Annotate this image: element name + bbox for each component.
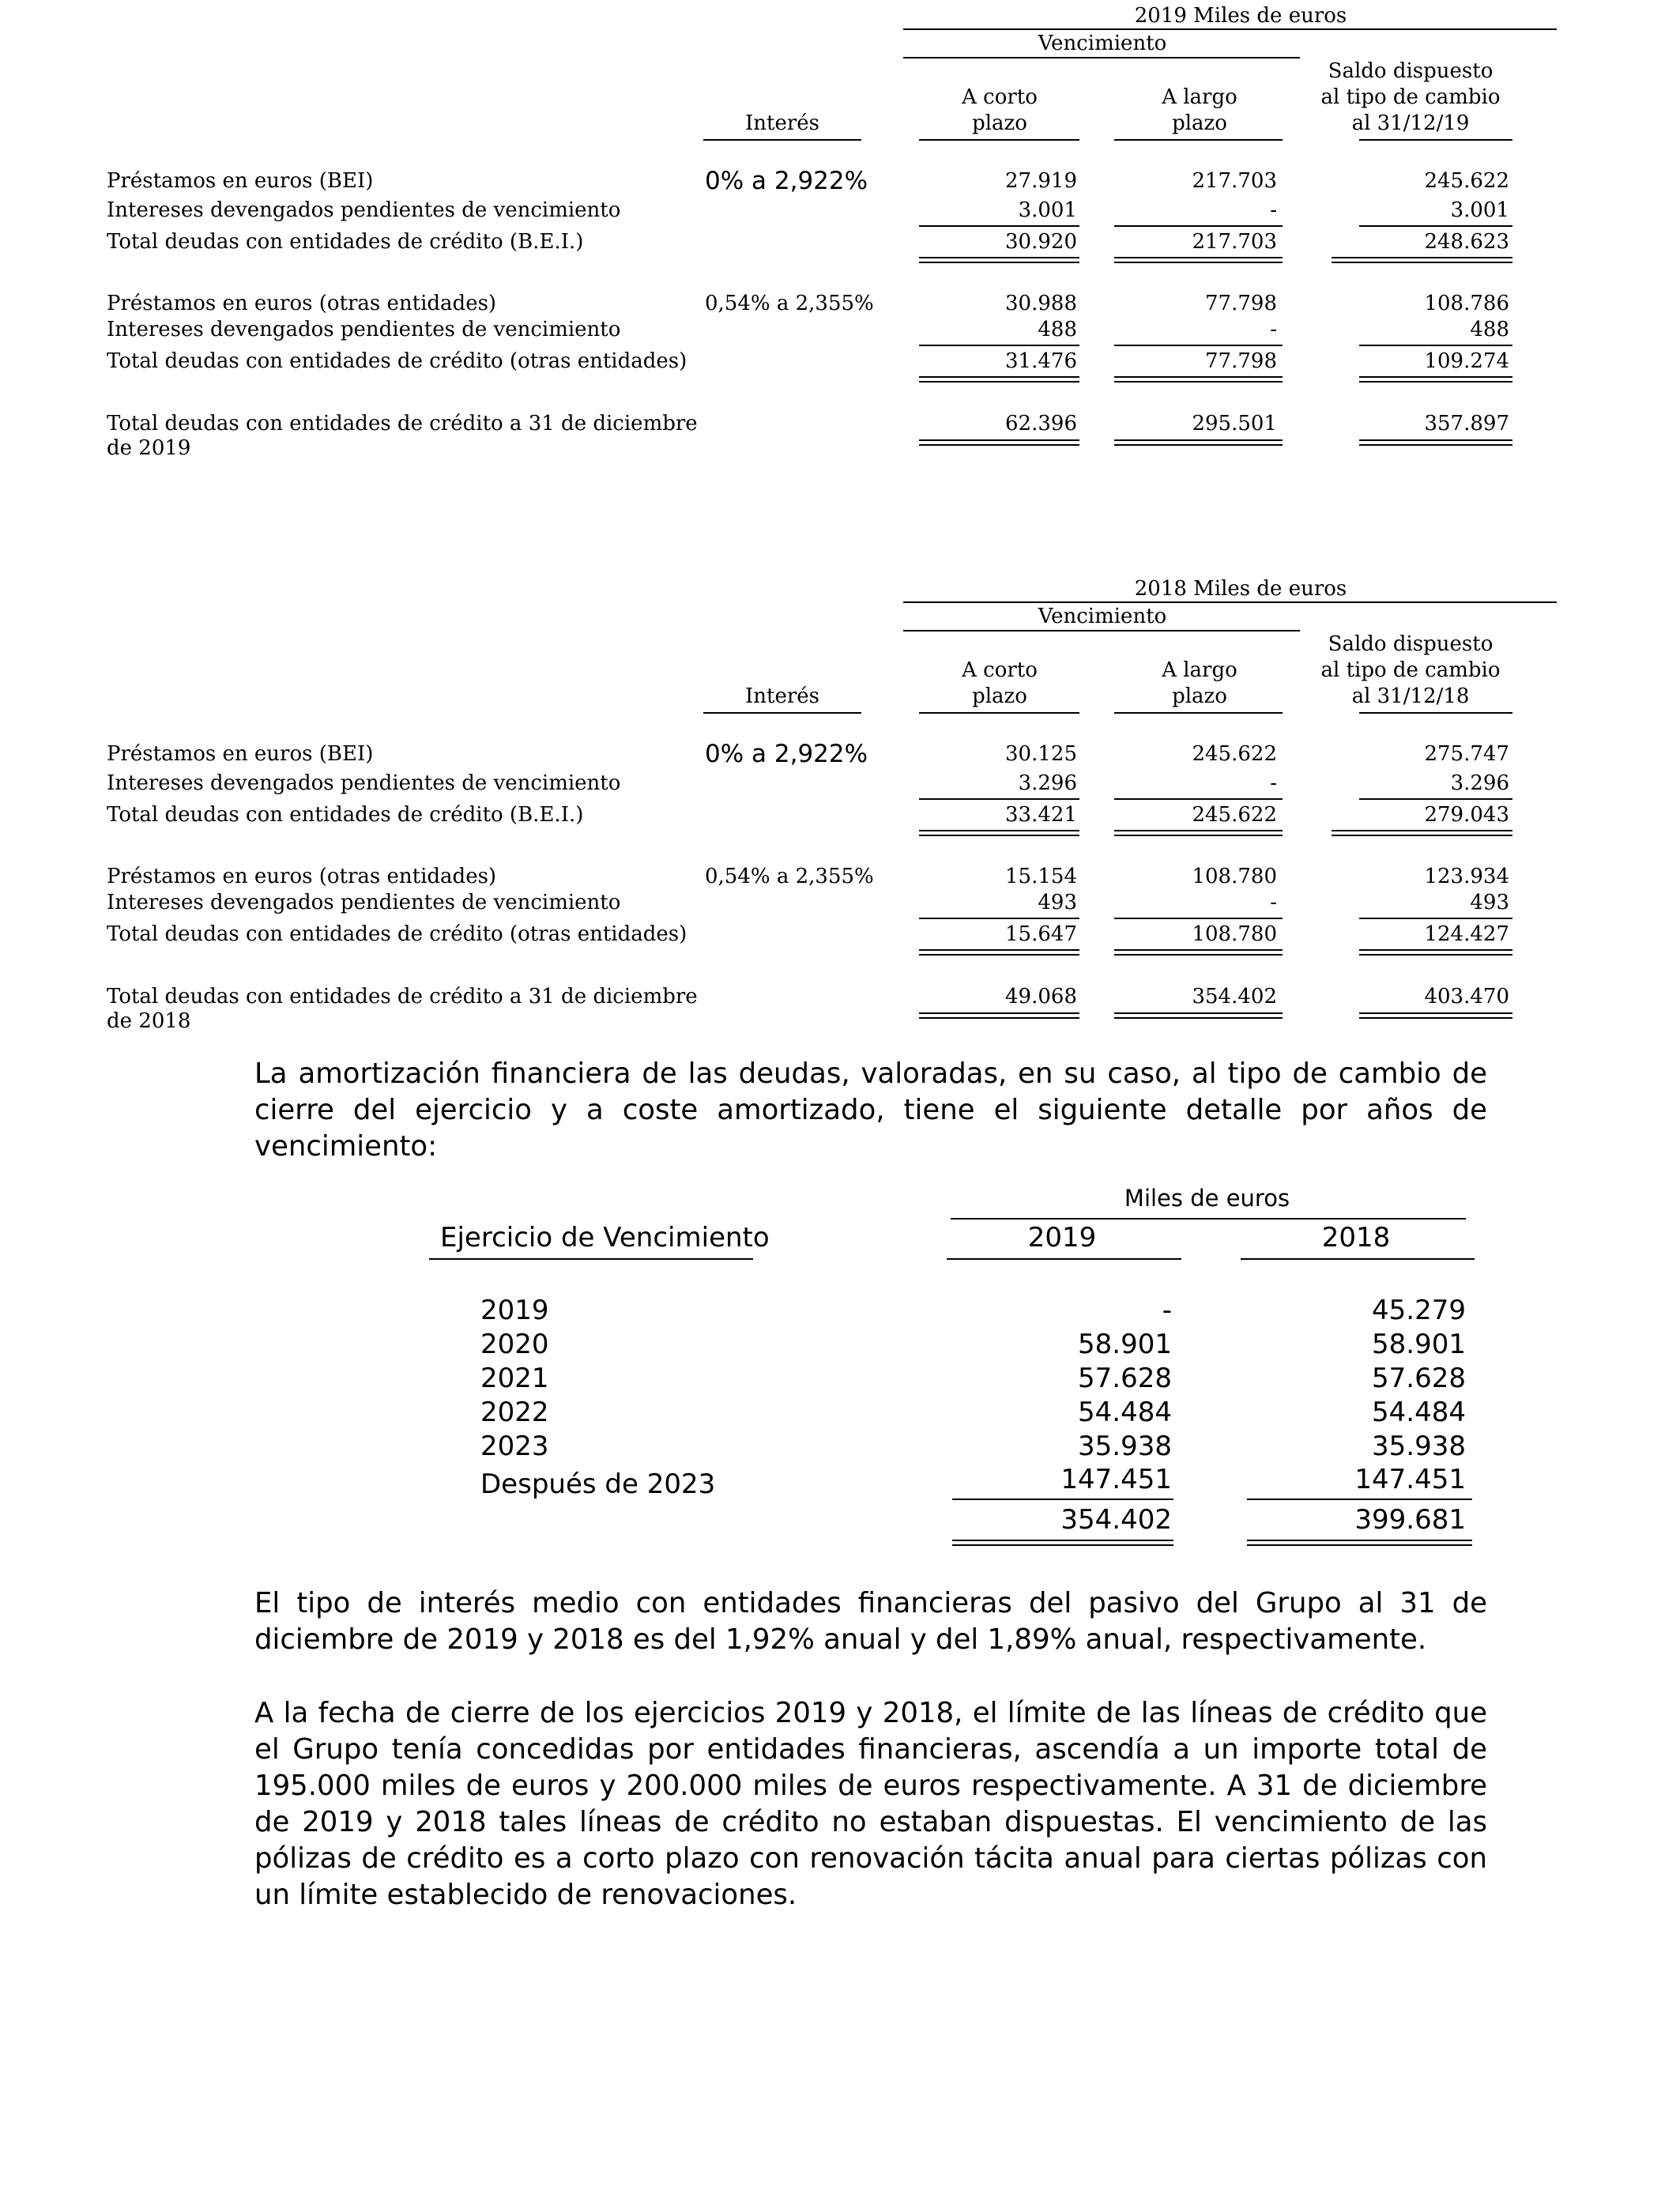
maturity-total-2019: 354.402 xyxy=(1060,1504,1172,1536)
row-label: Total deudas con entidades de crédito (otras entidades) xyxy=(107,922,687,946)
row-label: Préstamos en euros (otras entidades) xyxy=(107,292,497,315)
double-rule xyxy=(1359,949,1512,956)
row-label: Total deudas con entidades de crédito (otras entidades) xyxy=(107,349,687,373)
maturity-header: Miles de euros xyxy=(1124,1185,1290,1212)
double-rule xyxy=(1114,376,1283,383)
divider xyxy=(1359,798,1512,800)
divider xyxy=(919,712,1079,714)
maturity-value-2019: 58.901 xyxy=(1078,1329,1172,1360)
maturity-value-2019: 54.484 xyxy=(1078,1397,1172,1428)
double-rule xyxy=(919,376,1079,383)
row-largo: 217.703 xyxy=(1192,230,1277,254)
row-corto: 31.476 xyxy=(1005,349,1077,373)
table-2019-header: 2019 Miles de euros xyxy=(1134,4,1347,28)
row-label-cont: de 2018 xyxy=(107,1009,191,1033)
divider xyxy=(903,57,1300,58)
divider xyxy=(703,139,861,141)
row-largo: - xyxy=(1270,891,1277,914)
divider xyxy=(903,28,1557,30)
double-rule xyxy=(952,1540,1173,1546)
row-corto: 62.396 xyxy=(1005,412,1077,435)
divider xyxy=(1114,345,1283,346)
divider xyxy=(1359,918,1512,919)
double-rule xyxy=(1332,830,1512,836)
col-saldo-2: al tipo de cambio xyxy=(1320,85,1501,109)
divider xyxy=(1114,139,1283,141)
double-rule xyxy=(1247,1540,1472,1546)
row-corto: 30.920 xyxy=(1005,230,1077,254)
row-label: Intereses devengados pendientes de vencimiento xyxy=(107,198,621,222)
double-rule xyxy=(919,830,1079,836)
divider xyxy=(1114,918,1283,919)
col-largo-2: plazo xyxy=(1172,111,1227,135)
maturity-year: 2019 xyxy=(480,1295,549,1326)
divider xyxy=(1114,225,1283,227)
maturity-value-2018: 57.628 xyxy=(1372,1363,1466,1394)
double-rule xyxy=(1359,1012,1512,1019)
row-label: Intereses devengados pendientes de vencimiento xyxy=(107,318,621,341)
divider xyxy=(903,630,1300,631)
row-largo: - xyxy=(1270,771,1277,795)
row-corto: 15.647 xyxy=(1005,922,1077,946)
row-label: Préstamos en euros (BEI) xyxy=(107,742,374,766)
col-2019: 2019 xyxy=(1027,1222,1097,1253)
maturity-value-2018: 54.484 xyxy=(1372,1397,1466,1428)
divider xyxy=(952,1498,1173,1500)
vencimiento-label: Vencimiento xyxy=(1038,32,1167,55)
maturity-year: Después de 2023 xyxy=(480,1468,716,1500)
row-largo: 217.703 xyxy=(1192,169,1277,193)
col-saldo-1: Saldo dispuesto xyxy=(1328,632,1494,656)
paragraph-tipo-interes: El tipo de interés medio con entidades financieras del pasivo del Grupo al 31 de diciembre de 2019 y 2018 es del 1,92% anual y del 1,89% anual, respectivamente. xyxy=(254,1587,1487,1656)
divider xyxy=(919,345,1079,346)
row-label: Préstamos en euros (otras entidades) xyxy=(107,865,497,888)
col-2018: 2018 xyxy=(1321,1222,1391,1253)
divider xyxy=(703,712,861,714)
double-rule xyxy=(1359,439,1512,446)
row-largo: 245.622 xyxy=(1192,803,1277,827)
row-label: Préstamos en euros (BEI) xyxy=(107,169,374,193)
row-saldo: 248.623 xyxy=(1424,230,1509,254)
maturity-value-2018: 35.938 xyxy=(1372,1431,1466,1462)
double-rule xyxy=(1332,257,1512,263)
row-corto: 49.068 xyxy=(1005,985,1077,1008)
divider xyxy=(903,601,1557,603)
maturity-year: 2020 xyxy=(480,1329,549,1360)
divider xyxy=(919,918,1079,919)
vencimiento-label: Vencimiento xyxy=(1038,605,1167,628)
row-largo: 77.798 xyxy=(1205,349,1277,373)
row-label: Intereses devengados pendientes de vencimiento xyxy=(107,771,621,795)
row-saldo: 493 xyxy=(1470,891,1509,914)
divider xyxy=(919,798,1079,800)
row-corto: 30.125 xyxy=(1005,742,1077,766)
row-largo: 108.780 xyxy=(1192,865,1277,888)
col-corto-2: plazo xyxy=(972,111,1027,135)
col-corto-2: plazo xyxy=(972,684,1027,708)
row-saldo: 124.427 xyxy=(1424,922,1509,946)
double-rule xyxy=(919,439,1079,446)
row-label: Intereses devengados pendientes de vencimiento xyxy=(107,891,621,914)
col-largo-1: A largo xyxy=(1162,85,1237,109)
row-corto: 488 xyxy=(1038,318,1077,341)
double-rule xyxy=(1114,257,1283,263)
col-corto-1: A corto xyxy=(962,85,1038,109)
col-largo-2: plazo xyxy=(1172,684,1227,708)
col-saldo-3: al 31/12/18 xyxy=(1351,684,1470,708)
maturity-value-2018: 45.279 xyxy=(1372,1295,1466,1326)
divider xyxy=(429,1258,753,1260)
col-saldo-3: al 31/12/19 xyxy=(1351,111,1470,135)
maturity-total-2018: 399.681 xyxy=(1354,1504,1466,1536)
divider xyxy=(1359,712,1512,714)
table-2018-header: 2018 Miles de euros xyxy=(1134,577,1347,601)
row-largo: 77.798 xyxy=(1205,292,1277,315)
row-label: Total deudas con entidades de crédito (B.E.I.) xyxy=(107,803,584,827)
col-saldo-2: al tipo de cambio xyxy=(1320,658,1501,682)
divider xyxy=(1359,139,1512,141)
row-label: Total deudas con entidades de crédito a 31 de diciembre xyxy=(107,985,698,1008)
divider xyxy=(1359,225,1512,227)
col-largo-1: A largo xyxy=(1162,658,1237,682)
divider xyxy=(1359,345,1512,346)
row-interes: 0,54% a 2,355% xyxy=(705,865,874,888)
row-corto: 3.001 xyxy=(1018,198,1077,222)
row-saldo: 279.043 xyxy=(1424,803,1509,827)
row-interes: 0,54% a 2,355% xyxy=(705,292,874,315)
maturity-value-2019: 57.628 xyxy=(1078,1363,1172,1394)
row-label: Total deudas con entidades de crédito a 31 de diciembre xyxy=(107,412,698,435)
maturity-value-2019: 35.938 xyxy=(1078,1431,1172,1462)
row-largo: 295.501 xyxy=(1192,412,1277,435)
divider xyxy=(1114,712,1283,714)
maturity-year: 2021 xyxy=(480,1363,549,1394)
double-rule xyxy=(919,257,1079,263)
col-corto-1: A corto xyxy=(962,658,1038,682)
row-interes: 0% a 2,922% xyxy=(705,740,868,768)
row-saldo: 109.274 xyxy=(1424,349,1509,373)
row-saldo: 488 xyxy=(1470,318,1509,341)
double-rule xyxy=(1359,376,1512,383)
double-rule xyxy=(919,1012,1079,1019)
row-saldo: 403.470 xyxy=(1424,985,1509,1008)
maturity-value-2019: 147.451 xyxy=(1060,1464,1172,1495)
divider xyxy=(1114,798,1283,800)
col-interes: Interés xyxy=(744,111,819,135)
divider xyxy=(1247,1498,1472,1500)
divider xyxy=(919,139,1079,141)
row-saldo: 108.786 xyxy=(1424,292,1509,315)
col-interes: Interés xyxy=(744,684,819,708)
row-saldo: 3.296 xyxy=(1450,771,1509,795)
row-label-cont: de 2019 xyxy=(107,436,191,460)
row-largo: 354.402 xyxy=(1192,985,1277,1008)
row-largo: - xyxy=(1270,198,1277,222)
row-corto: 493 xyxy=(1038,891,1077,914)
row-corto: 3.296 xyxy=(1018,771,1077,795)
row-largo: - xyxy=(1270,318,1277,341)
double-rule xyxy=(1114,439,1283,446)
paragraph-lineas-credito: A la fecha de cierre de los ejercicios 2019 y 2018, el límite de las líneas de crédito que el Grupo tenía concedidas por entidades financieras, ascendía a un importe total de 195.000 miles de euros y 200.000 miles de euros respectivamente. A 31 de diciembre de 2019 y 2018 tales líneas de crédito no estaban dispuestas. El vencimiento de las pólizas de crédito es a corto plazo con renovación tácita anual para ciertas pólizas con un límite establecido de renovaciones. xyxy=(254,1697,1487,1911)
row-largo: 108.780 xyxy=(1192,922,1277,946)
double-rule xyxy=(919,949,1079,956)
row-corto: 15.154 xyxy=(1005,865,1077,888)
divider xyxy=(919,225,1079,227)
divider xyxy=(951,1218,1466,1220)
col-saldo-1: Saldo dispuesto xyxy=(1328,59,1494,83)
row-saldo: 357.897 xyxy=(1424,412,1509,435)
double-rule xyxy=(1114,830,1283,836)
maturity-year: 2023 xyxy=(480,1431,549,1462)
row-saldo: 275.747 xyxy=(1424,742,1509,766)
row-saldo: 3.001 xyxy=(1450,198,1509,222)
row-interes: 0% a 2,922% xyxy=(705,167,868,195)
maturity-value-2018: 58.901 xyxy=(1372,1329,1466,1360)
double-rule xyxy=(1114,949,1283,956)
maturity-value-2019: - xyxy=(1162,1295,1172,1326)
maturity-year: 2022 xyxy=(480,1397,549,1428)
row-saldo: 123.934 xyxy=(1424,865,1509,888)
divider xyxy=(1241,1258,1475,1260)
row-largo: 245.622 xyxy=(1192,742,1277,766)
paragraph-amortizacion: La amortización financiera de las deudas, valoradas, en su caso, al tipo de cambio de cierre del ejercicio y a coste amortizado, tiene el siguiente detalle por años de vencimiento: xyxy=(254,1057,1487,1163)
row-corto: 27.919 xyxy=(1005,169,1077,193)
row-corto: 33.421 xyxy=(1005,803,1077,827)
double-rule xyxy=(1114,1012,1283,1019)
row-saldo: 245.622 xyxy=(1424,169,1509,193)
row-corto: 30.988 xyxy=(1005,292,1077,315)
col-ejercicio: Ejercicio de Vencimiento xyxy=(440,1222,770,1253)
row-label: Total deudas con entidades de crédito (B.E.I.) xyxy=(107,230,584,254)
maturity-value-2018: 147.451 xyxy=(1354,1464,1466,1495)
divider xyxy=(947,1258,1181,1260)
